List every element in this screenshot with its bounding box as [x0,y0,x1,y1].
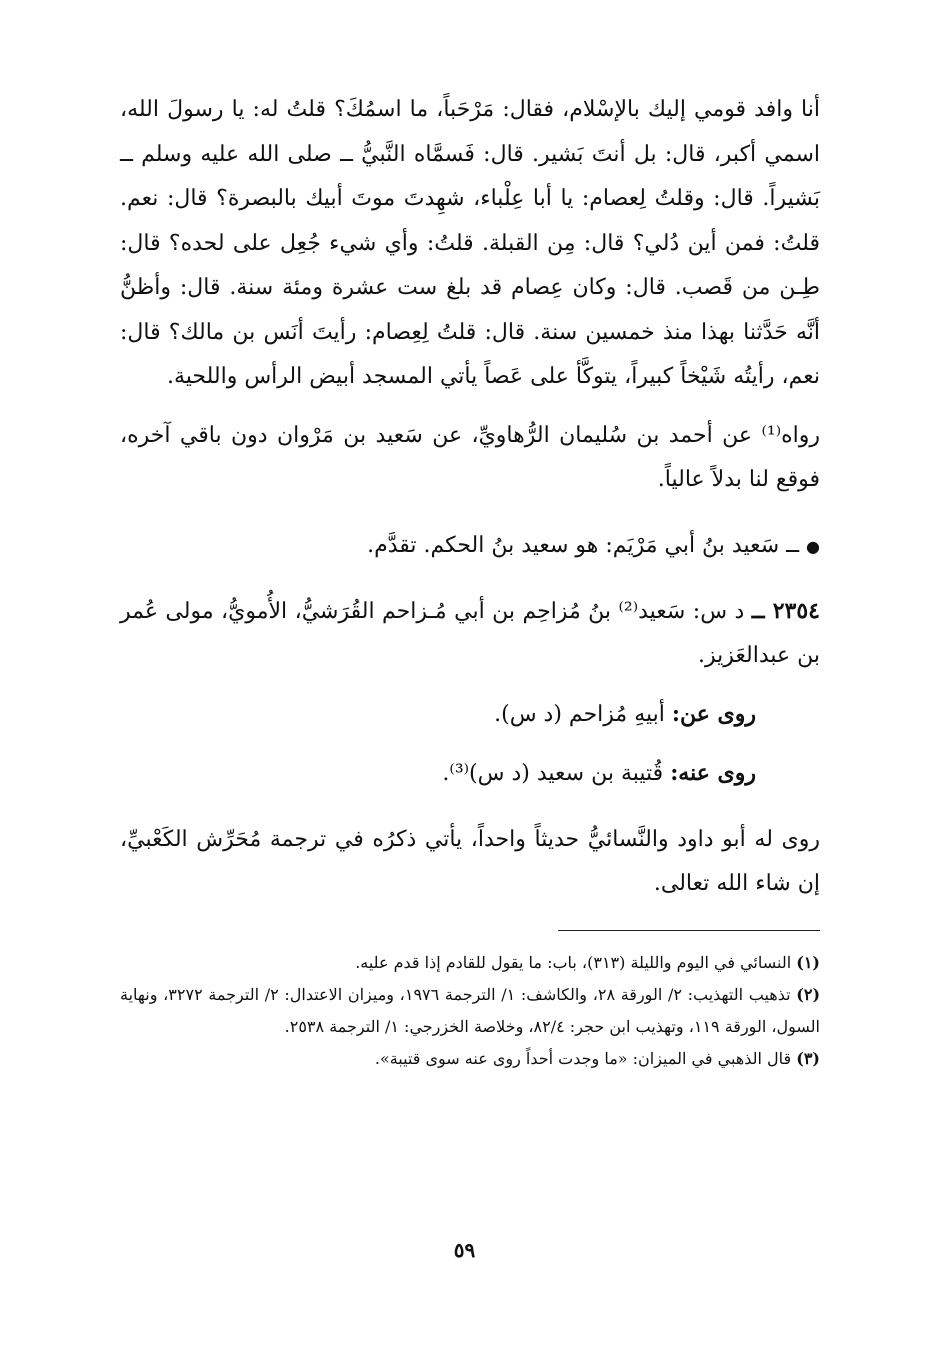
biography-entry [120,589,820,796]
footnote-number: (٣) [796,1048,820,1068]
page-number: ٥٩ [453,1238,476,1262]
footnotes [120,947,820,1075]
page-body [120,88,820,1075]
narrated-from-line [120,692,820,737]
final-paragraph: روى له أبو داود والنَّسائيُّ حديثاً واحداً، يأتي ذكرُه في ترجمة مُحَرِّش الكَعْبيِّ، إن شاء الله تعالى. [120,826,820,896]
footnote-number: (١) [796,952,820,972]
narrated-from-label: روى عن: [671,700,756,727]
footnote-2 [120,979,820,1043]
main-paragraph: أنا وافد قومي إليك بالإسْلام، فقال: مَرْحَباً، ما اسمُكَ؟ قلتُ له: يا رسولَ الله، اسمي أكبر، قال: بل أنتَ بَشير. قال: فَسمَّاه النَّبيُّ ــ صلى الله عليه وسلم ــ بَشيراً. قال: وقلتُ لِعصام: يا أبا عِلْباء، شهِدتَ موتَ أبيك بالبصرة؟ قال: نعم. قلتُ: فمن أين دُلي؟ قال: مِن القبلة. قلتُ: وأي شيء جُعِل على لحده؟ قال: طِـن من قَصب. قال: وكان عِصام قد بلغ ست عشرة ومئة سنة. قال: وأظنُّ أنَّه حَدَّثنا بهذا منذ خمسين سنة. قال: قلتُ لِعِصام: رأيتَ أنَس بن مالك؟ قال: نعم، رأيتُه شَيْخاً كبيراً، يتوكَّأ على عَصاً يأتي المسجد أبيض الرأس واللحية. [120,97,820,389]
cross-reference-line [120,524,820,569]
entry-heading [120,589,820,678]
entry-number: ٢٣٥٤ ــ [751,597,820,624]
footnote-text: قال الذهبي في الميزان: «ما وجدت أحداً روى عنه سوى قتيبة». [374,1048,792,1068]
footnote-number: (٢) [796,984,821,1004]
entry-text: سَعيد⁽²⁾ بنُ مُزاحِم بن أبي مُـزاحم القُرَشيُّ، الأُمويُّ، مولى عُمر بن عبدالعَزيز. [120,598,820,668]
footnote-3 [120,1043,820,1075]
rawah-paragraph: رواه⁽¹⁾ عن أحمد بن سُليمان الرُّهاويِّ، عن سَعيد بن مَرْوان دون باقي آخره، فوقع لنا بدلاً عالياً. [120,422,820,492]
narrated-by-label: روى عنه: [670,759,756,786]
narrated-by-value: قُتيبة بن سعيد (د س)⁽³⁾. [442,760,664,786]
bullet-icon: ● [806,536,820,556]
entry-codes: د س: [692,598,745,624]
narrated-from-value: أبيهِ مُزاحم (د س). [494,701,665,727]
footnote-separator [558,930,820,931]
footnote-text: تذهيب التهذيب: ٢/ الورقة ٢٨، والكاشف: ١/ الترجمة ١٩٧٦، وميزان الاعتدال: ٢/ الترجمة ٣٢٧٢، ونهاية السول، الورقة ١١٩، وتهذيب ابن حجر: ٨٢/٤، وخلاصة الخزرجي: ١/ الترجمة ٢٥٣٨. [120,984,820,1036]
footnote-1 [120,947,820,979]
footnote-text: النسائي في اليوم والليلة (٣١٣)، باب: ما يقول للقادم إذا قدم عليه. [355,952,792,972]
cross-reference-text: ــ سَعيد بنُ أبي مَرْيَم: هو سعيد بنُ الحكم. تقدَّم. [367,532,800,558]
narrated-by-line [120,751,820,796]
